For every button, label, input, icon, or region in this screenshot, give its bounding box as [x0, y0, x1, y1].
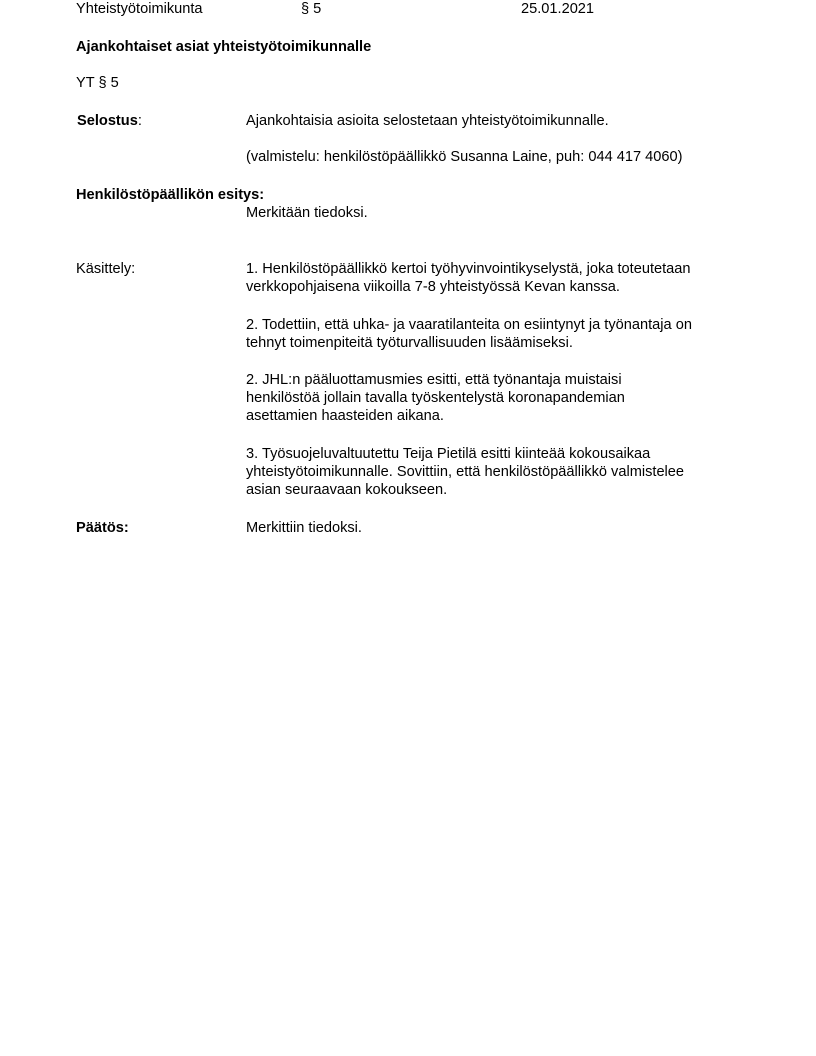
esitys-label: Henkilöstöpäällikön esitys:: [76, 187, 265, 203]
kasittely-line: asettamien haasteiden aikana.: [246, 408, 444, 424]
selostus-label: Selostus:: [77, 113, 142, 129]
kasittely-line: henkilöstöä jollain tavalla työskentelystä koronapandemian: [246, 390, 625, 406]
kasittely-line: yhteistyötoimikunnalle. Sovittiin, että henkilöstöpäällikkö valmistelee: [246, 464, 685, 480]
document-title: Ajankohtaiset asiat yhteistyötoimikunnalle: [76, 39, 372, 55]
kasittely-line: tehnyt toimenpiteitä työturvallisuuden lisäämiseksi.: [246, 335, 573, 351]
kasittely-label: Käsittely:: [76, 261, 136, 277]
kasittely-line: 2. Todettiin, että uhka- ja vaaratilanteita on esiintynyt ja työnantaja on: [246, 317, 692, 333]
kasittely-line: 1. Henkilöstöpäällikkö kertoi työhyvinvointikyselystä, joka toteutetaan: [246, 261, 691, 277]
paatos-label: Päätös:: [76, 520, 129, 536]
committee-name: Yhteistyötoimikunta: [76, 1, 203, 17]
kasittely-line: verkkopohjaisena viikoilla 7-8 yhteistyössä Kevan kanssa.: [246, 279, 620, 295]
section-number: § 5: [301, 1, 322, 17]
kasittely-item: [246, 371, 746, 425]
item-reference: YT § 5: [76, 75, 119, 91]
kasittely-line: 2. JHL:n pääluottamusmies esitti, että työnantaja muistaisi: [246, 372, 622, 388]
paatos-text: Merkittiin tiedoksi.: [246, 520, 362, 536]
esitys-text: Merkitään tiedoksi.: [246, 205, 368, 221]
kasittely-line: asian seuraavaan kokoukseen.: [246, 482, 448, 498]
kasittely-item: [246, 445, 746, 499]
meeting-date: 25.01.2021: [521, 1, 595, 17]
preparer-info: (valmistelu: henkilöstöpäällikkö Susanna Laine, puh: 044 417 4060): [246, 149, 683, 165]
selostus-text: Ajankohtaisia asioita selostetaan yhteistyötoimikunnalle.: [246, 113, 609, 129]
kasittely-item: [246, 260, 746, 296]
kasittely-item: [246, 316, 746, 352]
kasittely-line: 3. Työsuojeluvaltuutettu Teija Pietilä esitti kiinteää kokousaikaa: [246, 446, 651, 462]
